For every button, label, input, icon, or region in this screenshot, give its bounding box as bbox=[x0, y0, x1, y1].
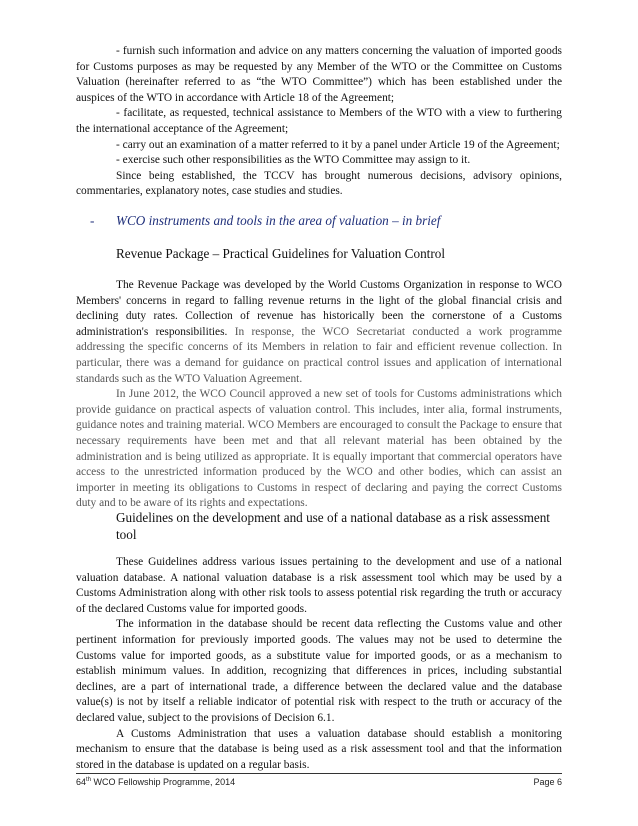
heading-text: WCO instruments and tools in the area of valuation – in brief bbox=[116, 213, 441, 228]
database-guidelines-block bbox=[76, 555, 562, 773]
revenue-package-block bbox=[76, 278, 562, 512]
paragraph: - facilitate, as requested, technical assistance to Members of the WTO with a view to furthering the international acceptance of the Agreement; bbox=[76, 107, 562, 135]
paragraph: A Customs Administration that uses a valuation database should establish a monitoring mechanism to ensure that the database is being used as a risk assessment tool and that the information stored in the database is updated on a regular basis. bbox=[76, 727, 562, 771]
page-number: Page 6 bbox=[533, 777, 562, 787]
page-footer bbox=[76, 777, 562, 787]
footer-programme bbox=[76, 777, 235, 787]
paragraph: These Guidelines address various issues pertaining to the development and use of a national valuation database. A national valuation database is a risk assessment tool which may be used by a Customs Administration along with other risk tools to assess potential risk regarding the truth or accuracy of the declared Customs value for imported goods. bbox=[76, 556, 562, 615]
paragraph: - carry out an examination of a matter referred to it by a panel under Article 19 of the Agreement; bbox=[116, 138, 560, 151]
subheading-database-guidelines: Guidelines on the development and use of a national database as a risk assessment tool bbox=[116, 510, 550, 542]
paragraph: - furnish such information and advice on any matters concerning the valuation of imported goods for Customs purposes as may be requested by any Member of the WTO or the Committee on Customs Valuation (hereinafter referred to as “the WTO Committee”) which has been established under the auspices of the WTO in accordance with Article 18 of the Agreement; bbox=[76, 45, 562, 104]
paragraph: In June 2012, the WCO Council approved a new set of tools for Customs administrations which provide guidance on practical aspects of valuation control. This includes, inter alia, formal instruments, guidance notes and training material. WCO Members are encouraged to consult the Package to ensure that necessary requirements have been met and that all relevant material has been obtained by the administration and is being utilized as appropriate. It is equally important that commercial operators have access to the unrestricted information produced by the WCO and other bodies, which can assist an importer in meeting its obligations to Customs in respect of declaring and paying the correct Customs duty and to be aware of its rights and expectations. bbox=[76, 388, 562, 510]
paragraph: The information in the database should be recent data reflecting the Customs value and other pertinent information for previously imported goods. The values may not be used to determine the Customs value for imported goods, as a substitute value for imported goods, or as a mechanism to establish minimum values. In addition, recognizing that differences in prices, including substantial declines, are a part of international trade, a difference between the declared value and the database value(s) is not by itself a reliable indicator of potential risk with respect to the truth or accuracy of the declared value, subject to the provisions of Decision 6.1. bbox=[76, 618, 562, 724]
subheading-revenue-package: Revenue Package – Practical Guidelines for Valuation Control bbox=[116, 246, 445, 261]
paragraph bbox=[76, 278, 562, 387]
wto-functions-block bbox=[76, 44, 562, 200]
footer-divider bbox=[76, 773, 562, 774]
paragraph: Since being established, the TCCV has brought numerous decisions, advisory opinions, commentaries, explanatory notes, case studies and studies. bbox=[76, 169, 562, 198]
paragraph-part: In response, the WCO Secretariat conducted a work programme addressing the specific concerns of its Members in relation to fair and efficient revenue collection. In particular, there was a demand for guidance on practical control issues and application of international standards such as the WTO Valuation Agreement. bbox=[76, 325, 562, 385]
paragraph-part: The Revenue Package was developed by the World Customs Organization in response to WCO Members' concerns in regard to falling revenue returns in the light of the global financial crisis and declining duty rates. Collection of revenue has historically been the cornerstone of a Customs administration's responsibilities. bbox=[76, 279, 562, 338]
footer-programme-name: WCO Fellowship Programme, 2014 bbox=[91, 777, 236, 787]
paragraph: - exercise such other responsibilities as the WTO Committee may assign to it. bbox=[116, 154, 471, 167]
footer-number: 64 bbox=[76, 777, 87, 787]
section-heading bbox=[90, 213, 560, 229]
footer-ordinal: th bbox=[86, 777, 92, 783]
heading-dash: - bbox=[90, 213, 95, 228]
